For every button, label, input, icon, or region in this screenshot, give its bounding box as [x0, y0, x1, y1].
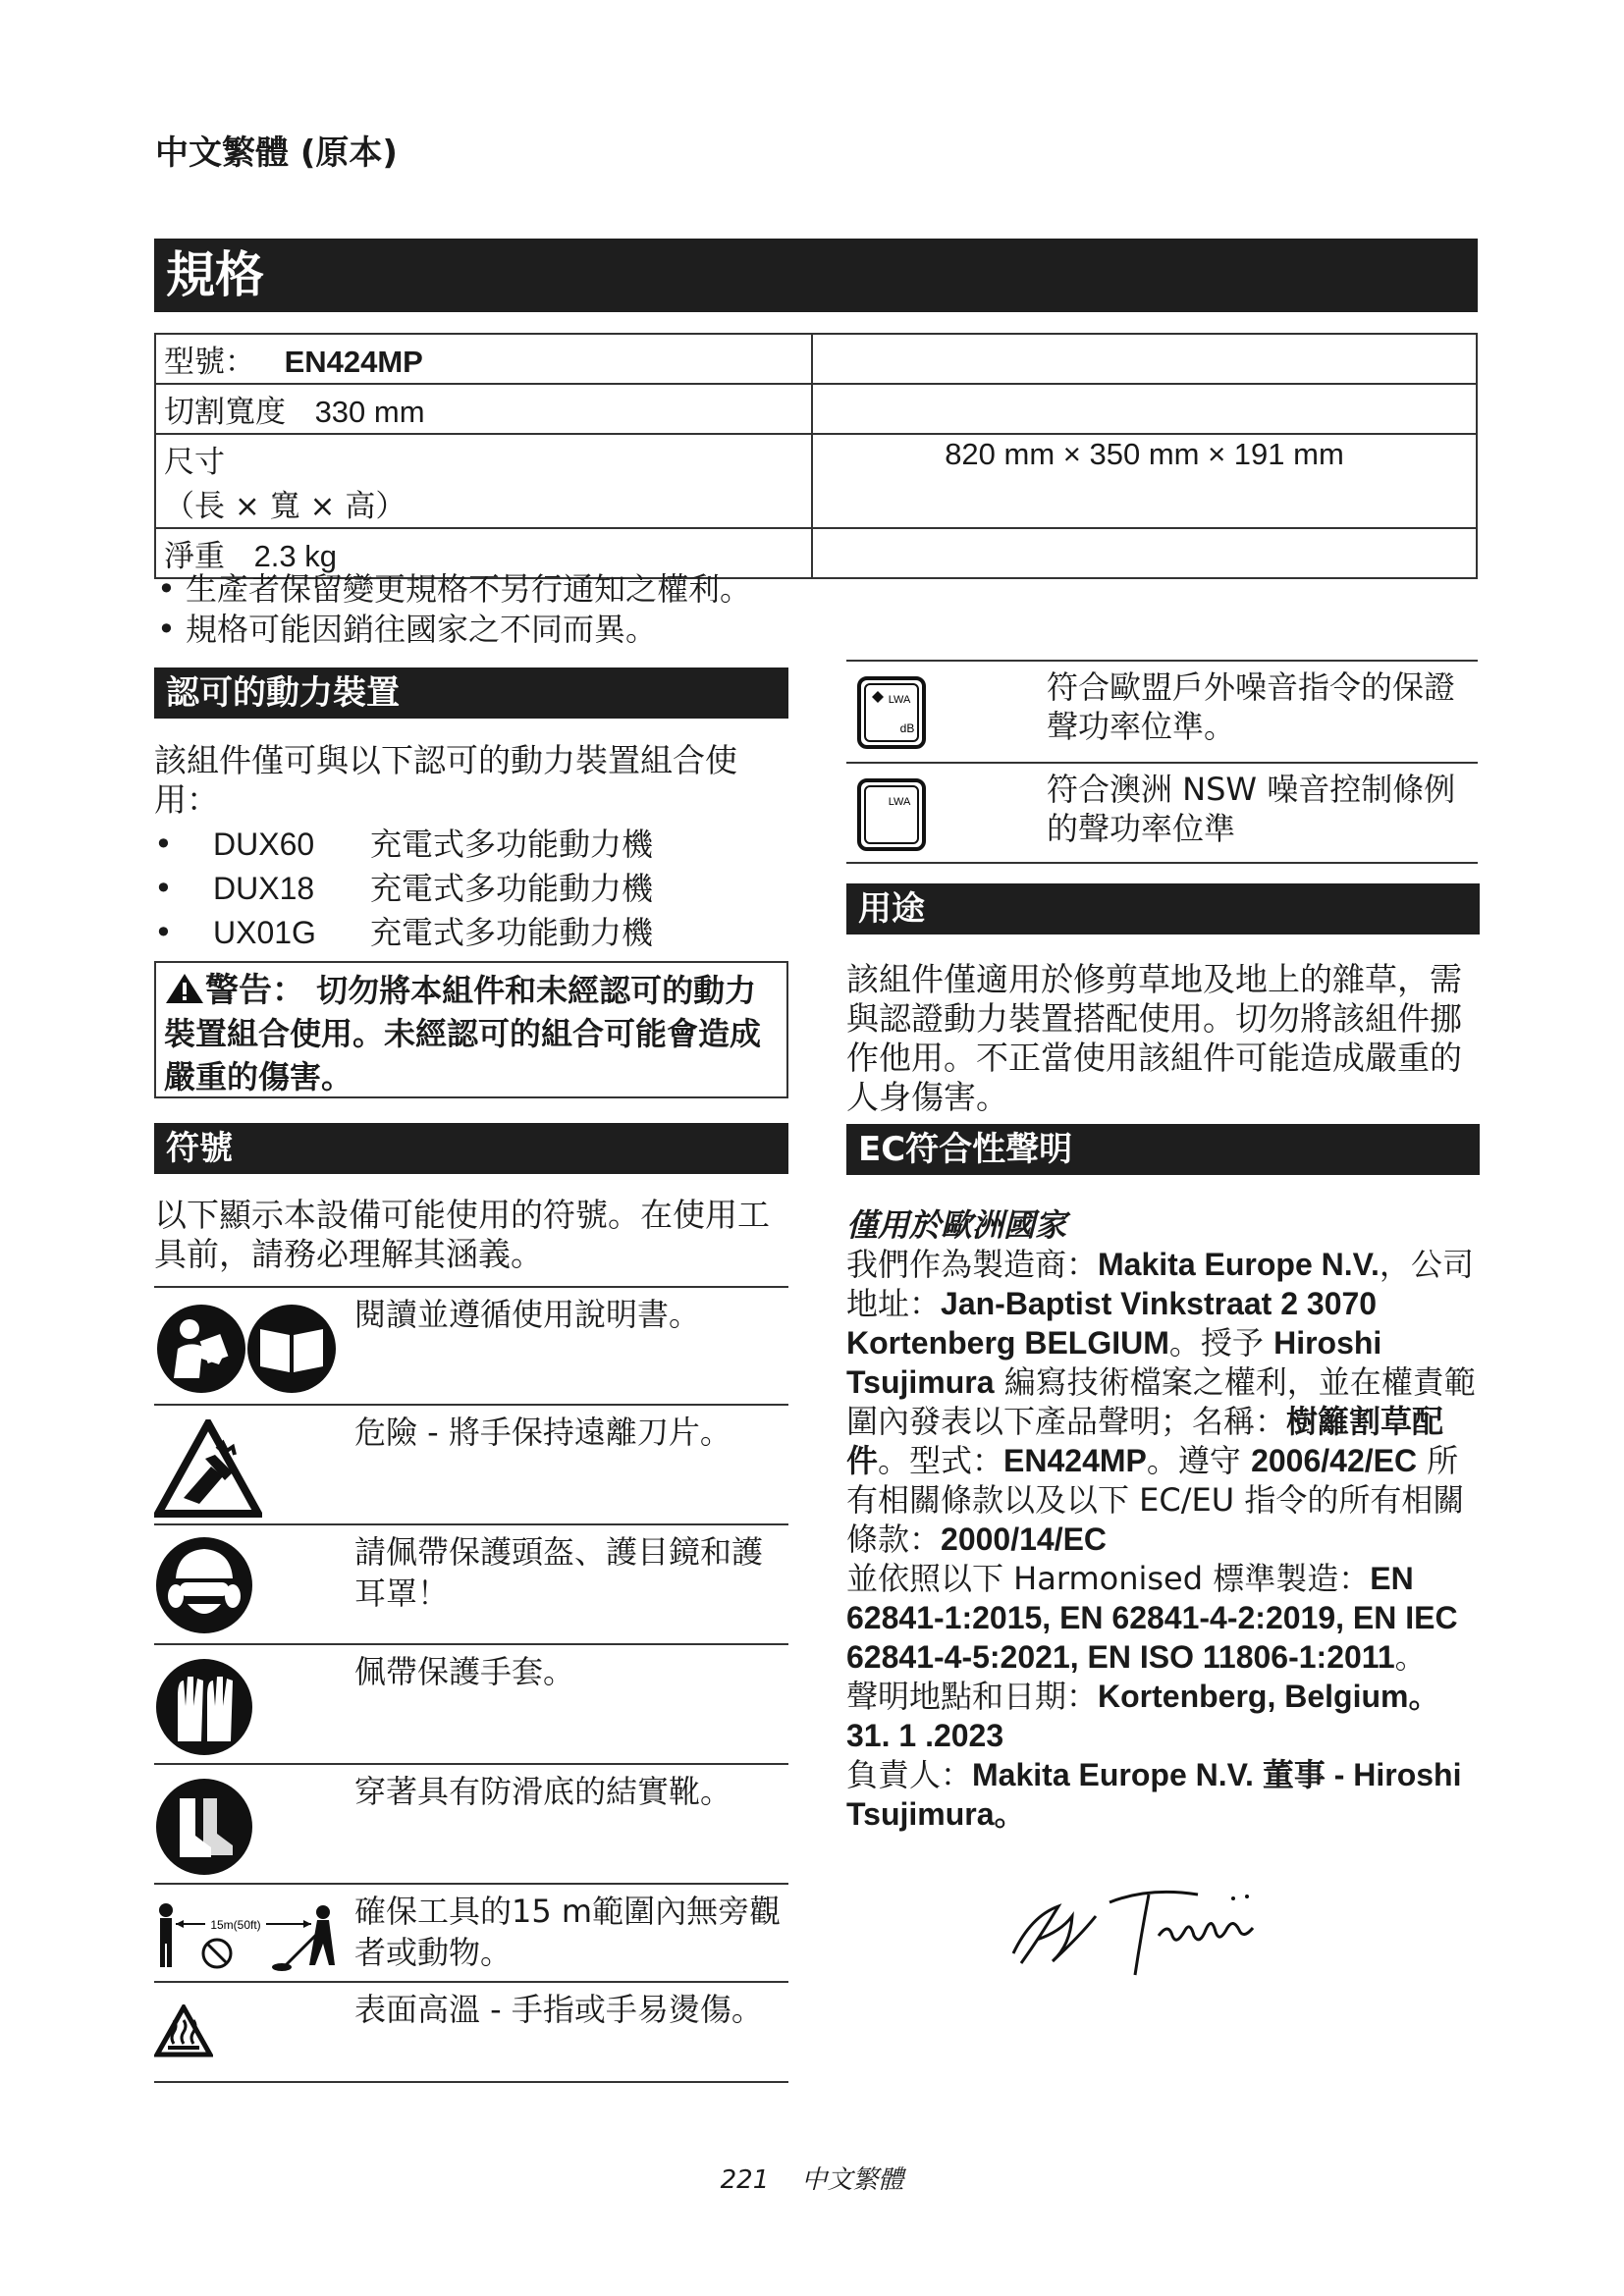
- ec-product-name: 樹籬割草配件: [846, 1404, 1444, 1478]
- table-row: [155, 334, 1477, 384]
- ec-text: 名稱：: [1192, 1403, 1287, 1440]
- warning-triangle-icon: [164, 972, 205, 1005]
- symbols-intro: 以下顯示本設備可能使用的符號。在使用工具前，請務必理解其涵義。: [154, 1196, 770, 1273]
- symbol-text: 危險 - 將手保持遠離刀片。: [354, 1414, 731, 1451]
- lwa-label: LWA: [888, 796, 911, 808]
- spec-notes: [157, 569, 751, 650]
- ec-text: 。型式：: [878, 1442, 1004, 1479]
- ec-text: 公司地址：: [846, 1246, 1474, 1322]
- ec-text: 所有相關條款以及以下 EC/EU 指令的所有相關條款：: [846, 1442, 1465, 1558]
- ec-authorized-person: Hiroshi Tsujimura: [846, 1325, 1382, 1400]
- ec-declaration-heading: EC符合性聲明: [846, 1124, 1480, 1175]
- hot-surface-icon: [154, 2004, 213, 2057]
- ec-responsible: Makita Europe N.V. 董事 - Hiroshi Tsujimura。: [846, 1757, 1462, 1832]
- ec-address: Jan-Baptist Vinkstraat 2 3070 Kortenberg BELGIUM: [846, 1286, 1378, 1361]
- power-unit-desc: 充電式多功能動力機: [370, 914, 654, 951]
- list-item: • 規格可能因銷往國家之不同而異。: [157, 610, 751, 650]
- eu-noise-label-icon: [856, 675, 927, 750]
- symbols-heading: 符號: [154, 1123, 788, 1174]
- blade-danger-icon: [154, 1419, 262, 1518]
- list-item: • DUX18 充電式多功能動力機: [154, 867, 653, 911]
- gloves-icon: [154, 1657, 254, 1757]
- symbol-row: [154, 1981, 788, 2083]
- symbol-row: [154, 1523, 788, 1645]
- approved-power-units-heading: 認可的動力裝置: [154, 667, 788, 719]
- power-unit-model: DUX18: [213, 871, 315, 906]
- table-row: [155, 384, 1477, 434]
- spec-label: 型號：: [164, 345, 255, 380]
- spec-label: 切割寬度: [164, 395, 286, 430]
- ec-text: 編寫技術檔案之權利，並在權責範圍內發表以下產品聲明；: [846, 1363, 1476, 1440]
- spec-dimensions: 820 mm × 350 mm × 191 mm: [945, 437, 1344, 471]
- ec-directive: 2006/42/EC: [1251, 1443, 1418, 1478]
- noise-mark-text: 符合澳洲 NSW 噪音控制條例的聲功率位準: [1047, 771, 1456, 847]
- spec-label-dims: （長 × 寬 × 高）: [164, 489, 406, 524]
- spec-table: [154, 333, 1478, 579]
- lwa-label: LWA: [888, 694, 911, 706]
- list-item: • UX01G 充電式多功能動力機: [154, 911, 653, 955]
- ec-text: 我們作為製造商：: [846, 1246, 1099, 1283]
- power-unit-list: [154, 823, 653, 955]
- symbol-text: 確保工具的15 m範圍內無旁觀者或動物。: [354, 1893, 782, 1971]
- spec-value: 330 mm: [314, 395, 425, 429]
- ec-manufacturer: Makita Europe N.V.: [1098, 1247, 1380, 1282]
- symbol-text: 閱讀並遵循使用說明書。: [354, 1296, 701, 1333]
- ec-text: 遵守: [1177, 1442, 1241, 1479]
- table-row: [155, 434, 1477, 528]
- intended-use-heading: 用途: [846, 883, 1480, 934]
- symbol-text: 佩帶保護手套。: [354, 1653, 575, 1690]
- noise-mark-row: [846, 762, 1478, 864]
- ec-model: EN424MP: [1003, 1443, 1147, 1478]
- ec-declaration-body: 僅用於歐洲國家 我們作為製造商：Makita Europe N.V.，公司地址：Jan-Baptist Vinkstraat 2 3070 Kortenberg BELGIUM。授予 Hiroshi Tsujimura 編寫技術檔案之權利，並在權責範圍內發表以下產品聲明；名稱：樹籬割草配件。型式：EN424MP。遵守 2006/42/EC 所有相關條款以及以下 EC/EU 指令的所有相關條款：2000/14/EC 並依照以下 Harmonised 標準製造：EN 62841-1:2015, EN 62841-4-2:2019, EN IEC 62841-4-5:2021, EN ISO 11806-1:2011。 聲明地點和日期：Kortenberg, Belgium。31. 1 .2023 負責人：Makita Europe N.V. 董事 - Hiroshi Tsujimura。: [846, 1205, 1480, 1834]
- symbol-row: [154, 1643, 788, 1765]
- ec-text: 聲明地點和日期：: [846, 1678, 1099, 1715]
- approved-power-units-intro: 該組件僅可與以下認可的動力裝置組合使用：: [154, 741, 737, 819]
- distance-label: 15m(50ft): [210, 1918, 261, 1932]
- noise-mark-row: [846, 660, 1478, 764]
- symbol-row: [154, 1404, 788, 1525]
- ec-subheading: 僅用於歐洲國家: [846, 1206, 1067, 1244]
- specifications-heading: 規格: [154, 239, 1478, 312]
- symbol-text: 穿著具有防滑底的結實靴。: [354, 1773, 732, 1810]
- spec-value: 2.3 kg: [253, 539, 338, 573]
- symbol-row: [154, 1763, 788, 1885]
- spec-label: 淨重: [164, 539, 225, 574]
- read-manual-icon: [154, 1302, 341, 1398]
- spec-label: 尺寸: [164, 445, 225, 480]
- list-item: • 生產者保留變更規格不另行通知之權利。: [157, 569, 751, 610]
- warning-label: 警告：: [205, 971, 305, 1010]
- power-unit-desc: 充電式多功能動力機: [370, 870, 654, 907]
- helmet-goggles-ear-icon: [154, 1535, 254, 1635]
- warning-text: 切勿將本組件和未經認可的動力裝置組合使用。未經認可的組合可能會造成嚴重的傷害。: [164, 972, 762, 1095]
- boots-icon: [154, 1777, 254, 1877]
- symbol-row: [154, 1883, 788, 1983]
- noise-mark-text: 符合歐盟戶外噪音指令的保證聲功率位準。: [1047, 668, 1456, 745]
- spec-value: EN424MP: [284, 345, 423, 379]
- power-unit-model: UX01G: [213, 915, 316, 950]
- ec-directive: 2000/14/EC: [941, 1522, 1108, 1557]
- page-footer: [0, 2160, 1624, 2196]
- ec-place-date: Kortenberg, Belgium。31. 1 .2023: [846, 1679, 1440, 1753]
- symbol-row: [154, 1286, 788, 1406]
- ec-standards: EN 62841-1:2015, EN 62841-4-2:2019, EN IEC 62841-4-5:2021, EN ISO 11806-1:2011: [846, 1561, 1458, 1675]
- warning-box: [154, 961, 788, 1098]
- signature-image: [1001, 1877, 1326, 1985]
- footer-language: 中文繁體: [801, 2165, 904, 2195]
- symbol-text: 請佩帶保護頭盔、護目鏡和護耳罩！: [354, 1533, 764, 1612]
- nsw-noise-label-icon: [856, 777, 927, 852]
- power-unit-desc: 充電式多功能動力機: [370, 826, 654, 863]
- keep-distance-icon: [154, 1900, 341, 1975]
- language-title: 中文繁體 (原本): [155, 133, 398, 173]
- list-item: • DUX60 充電式多功能動力機: [154, 823, 653, 867]
- page-number: 221: [720, 2165, 770, 2195]
- ec-text: 並依照以下 Harmonised 標準製造：: [846, 1560, 1371, 1597]
- svg-text:dB: dB: [899, 721, 915, 735]
- intended-use-text: 該組件僅適用於修剪草地及地上的雜草，需與認證動力裝置搭配使用。切勿將該組件挪作他用。不正當使用該組件可能造成嚴重的人身傷害。: [846, 960, 1462, 1116]
- power-unit-model: DUX60: [213, 827, 315, 862]
- symbol-text: 表面高溫 - 手指或手易燙傷。: [354, 1991, 763, 2028]
- ec-text: 負責人：: [846, 1756, 973, 1793]
- ec-text: 。授予: [1168, 1324, 1264, 1362]
